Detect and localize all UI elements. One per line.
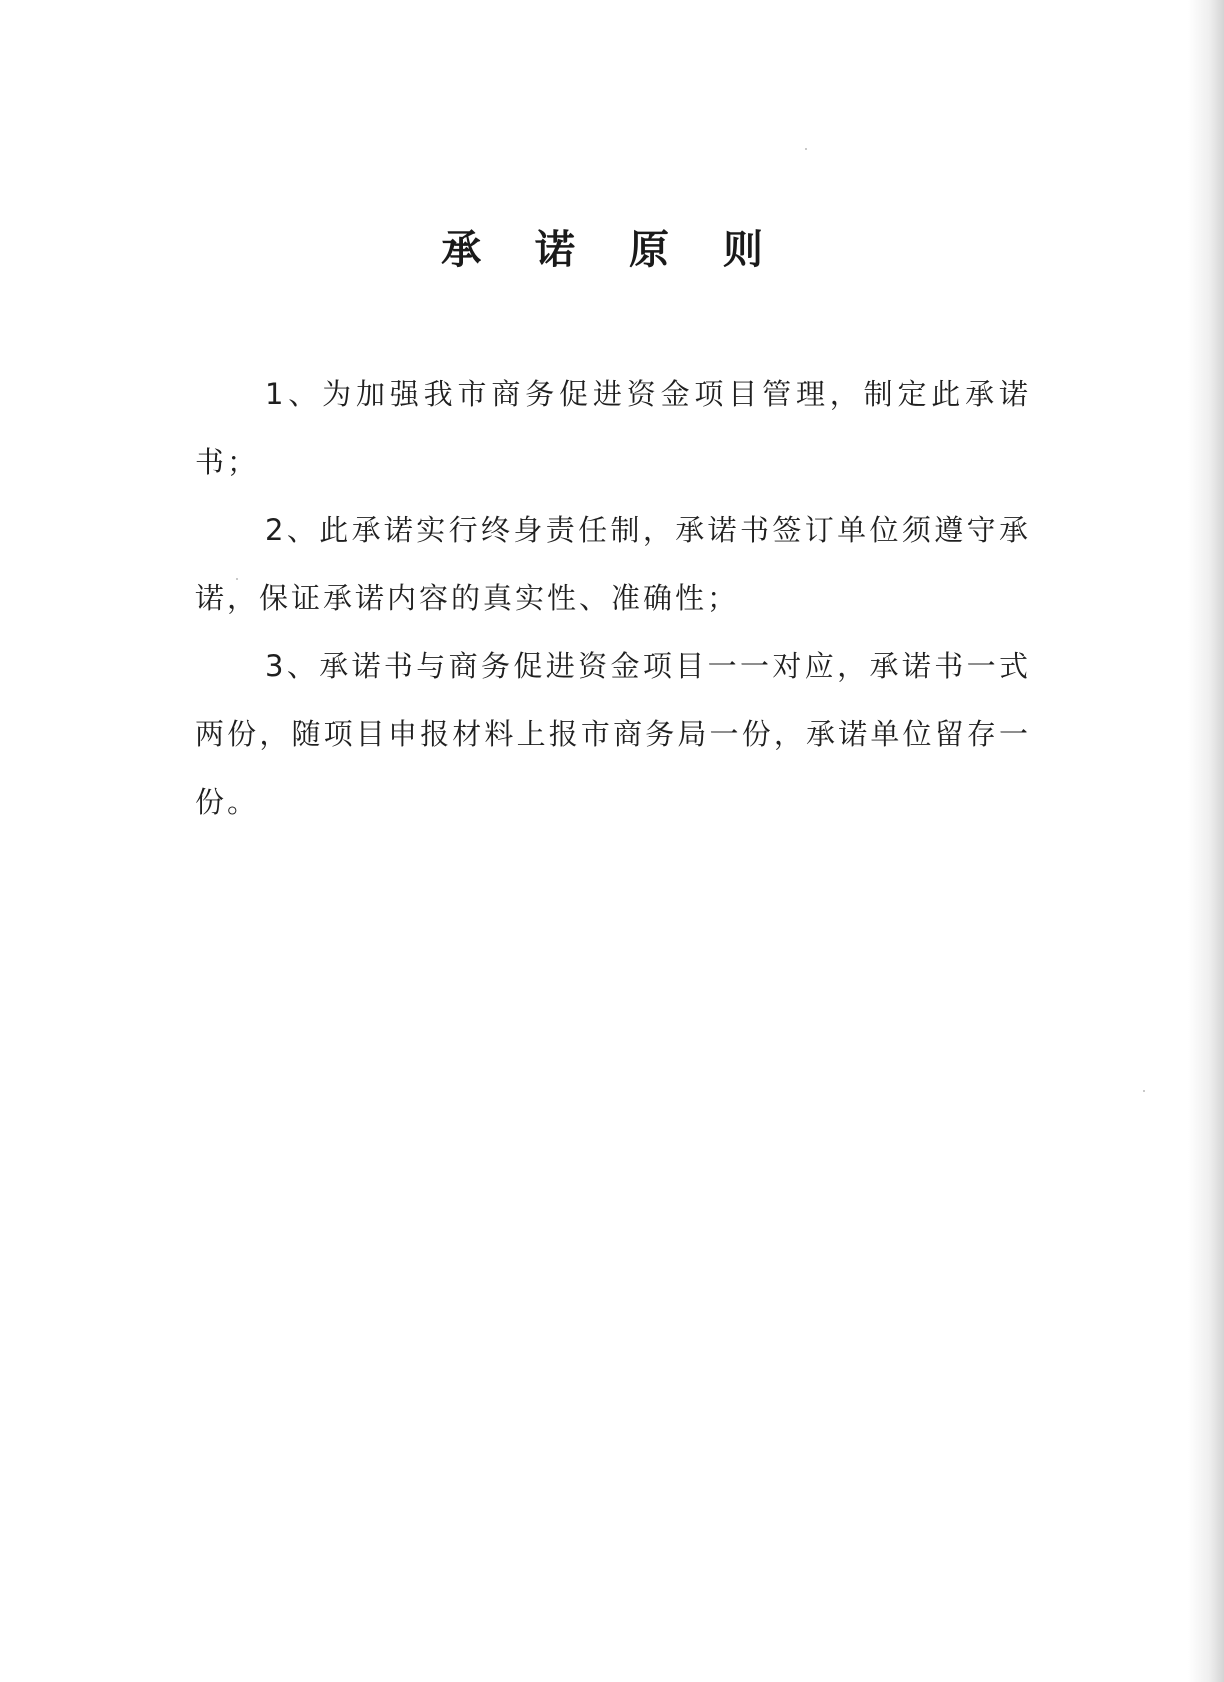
paragraph-3: 3、承诺书与商务促进资金项目一一对应，承诺书一式两份，随项目申报材料上报市商务局一份，承诺单位留存一份。 — [195, 649, 1031, 819]
document-body — [195, 360, 1031, 836]
scan-speck — [1143, 1090, 1145, 1092]
document-title: 承 诺 原 则 — [441, 226, 783, 273]
paragraph-1: 1、为加强我市商务促进资金项目管理，制定此承诺书； — [195, 377, 1031, 479]
paragraph-2: 2、此承诺实行终身责任制，承诺书签订单位须遵守承诺，保证承诺内容的真实性、准确性； — [195, 513, 1031, 615]
scan-speck — [805, 148, 807, 150]
scan-speck — [236, 578, 238, 580]
